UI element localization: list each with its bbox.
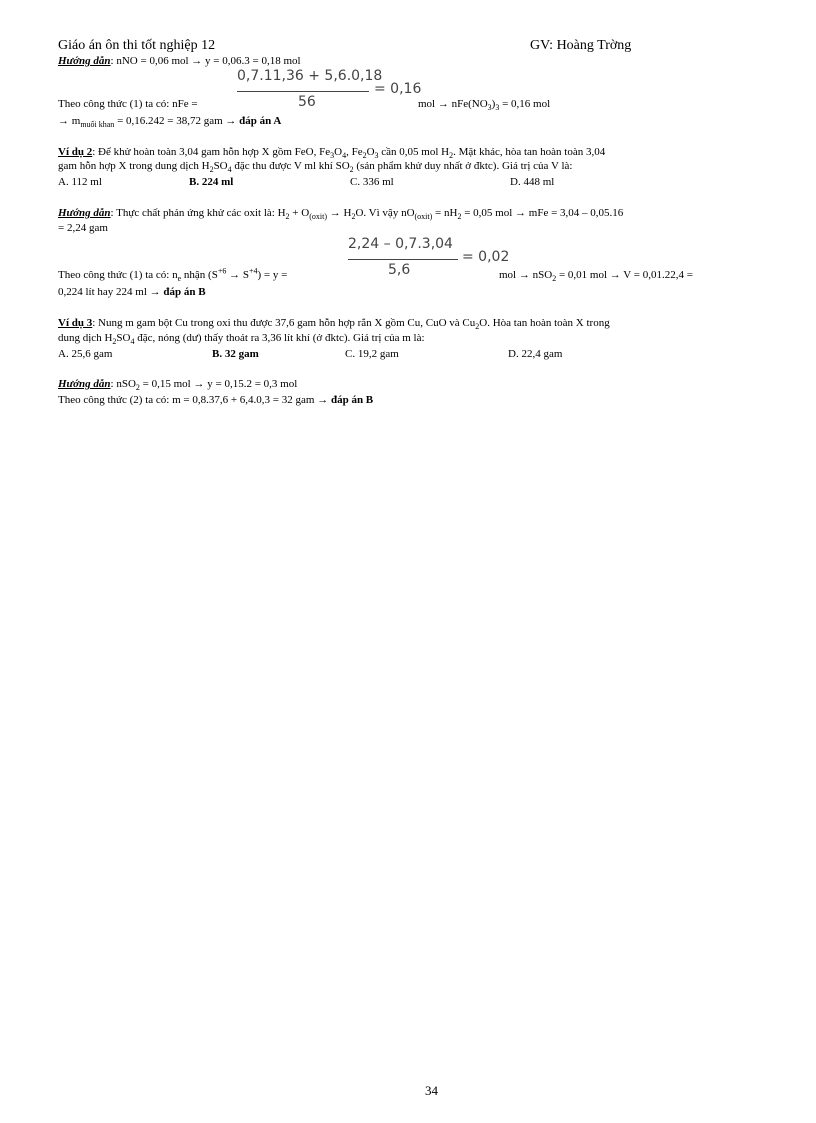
hd2-line4: 0,224 lít hay 224 ml → đáp án B [58, 286, 206, 298]
vd3-option-b: B. 32 gam [212, 348, 259, 360]
hd1-text: : nNO = 0,06 mol → y = 0,06.3 = 0,18 mol [110, 55, 301, 67]
hd3-label: Hướng dẫn [58, 378, 111, 390]
hd2-formula-numerator: 2,24 – 0,7.3,04 [348, 236, 453, 252]
vd3-line1: Ví dụ 3: Nung m gam bột Cu trong oxi thu được 37,6 gam hỗn hợp rắn X gồm Cu, CuO và $Cu_2O$. Hòa tan hoàn toàn X trong [58, 317, 610, 332]
hd3-line2: Theo công thức (2) ta có: m = 0,8.37,6 + 6,4.0,3 = 32 gam → đáp án B [58, 394, 374, 406]
vd3-option-d: D. 22,4 gam [508, 348, 563, 360]
hd2-formula-denominator: 5,6 [388, 262, 411, 278]
hd2-label: Hướng dẫn [58, 207, 111, 219]
hd1-formula-denominator: 56 [298, 94, 316, 110]
vd2-option-c: C. 336 ml [350, 176, 394, 188]
vd2-option-d: D. 448 ml [510, 176, 555, 188]
hd3-line1: Hướng dẫn: nSO$_2$ = 0,15 mol → y = 0,15.2 = 0,3 mol [58, 378, 298, 393]
hd1-formula-result: = 0,16 [374, 81, 422, 97]
vd3-option-a: A. 25,6 gam [58, 348, 113, 360]
page-number: 34 [425, 1083, 438, 1098]
hd1-answer: đáp án A [239, 115, 282, 127]
hd2-answer: đáp án B [163, 286, 206, 298]
vd3-line2: dung dịch $H_2SO_4$ đặc, nóng (dư) thấy thoát ra 3,36 lít khí (ở đktc). Giá trị của m là: [58, 332, 425, 347]
hd1-line1 [58, 55, 301, 67]
vd2-option-a: A. 112 ml [58, 176, 102, 188]
hd2-line1: Hướng dẫn: Thực chất phản ứng khử các oxit là: $H_2 + O_{(oxit)} \to H_2O$. Vì vậy $nO_{(oxit)} = nH_2 = 0,05$ mol → mFe = 3,04 – 0,05.16 [58, 207, 624, 222]
hd2-formula-result: = 0,02 [462, 249, 510, 265]
hd1-formula-numerator: 0,7.11,36 + 5,6.0,18 [237, 68, 383, 84]
vd2-label: Ví dụ 2 [58, 146, 93, 158]
hd1-formula [237, 70, 437, 114]
hd1-line2-left: Theo công thức (1) ta có: nFe = [58, 98, 198, 110]
hd1-line3: → $m_{muối khan} = 0,16.242 = 38,72$ gam → đáp án A [58, 115, 282, 130]
hd1-fraction-bar [237, 91, 369, 92]
hd2-fraction-bar [348, 259, 458, 260]
vd2-line2: gam hỗn hợp X trong dung dịch $H_2SO_4$ đặc thu được V ml khí $SO_2$ (sản phẩm khử duy nhất ở đktc). Giá trị của V là: [58, 160, 573, 175]
header-right: GV: Hoàng Trờng [530, 38, 632, 53]
vd3-label: Ví dụ 3 [58, 317, 93, 329]
vd2-line1: Ví dụ 2: Để khử hoàn toàn 3,04 gam hỗn hợp X gồm FeO, $Fe_3O_4$, $Fe_2O_3$ cần 0,05 mol $H_2$. Mặt khác, hòa tan hoàn toàn 3,04 [58, 146, 606, 161]
hd1-line2-right: mol → $nFe(NO_3)_3 = 0,16$ mol [418, 98, 551, 113]
hd2-line3-left: Theo công thức (1) ta có: $n_e$ nhận $(S^{+6} \to S^{+4}) = y$ = [58, 266, 288, 284]
hd2-line3-right: mol → nSO$_2$ = 0,01 mol → V = 0,01.22,4 = [499, 269, 693, 284]
hd1-label: Hướng dẫn [58, 55, 111, 67]
vd2-option-b: B. 224 ml [189, 176, 234, 188]
hd2-formula [348, 238, 518, 282]
hd3-answer: đáp án B [330, 394, 374, 406]
hd2-line2: = 2,24 gam [58, 222, 108, 234]
vd3-option-c: C. 19,2 gam [345, 348, 399, 360]
header-left: Giáo án ôn thi tốt nghiệp 12 [58, 38, 216, 53]
